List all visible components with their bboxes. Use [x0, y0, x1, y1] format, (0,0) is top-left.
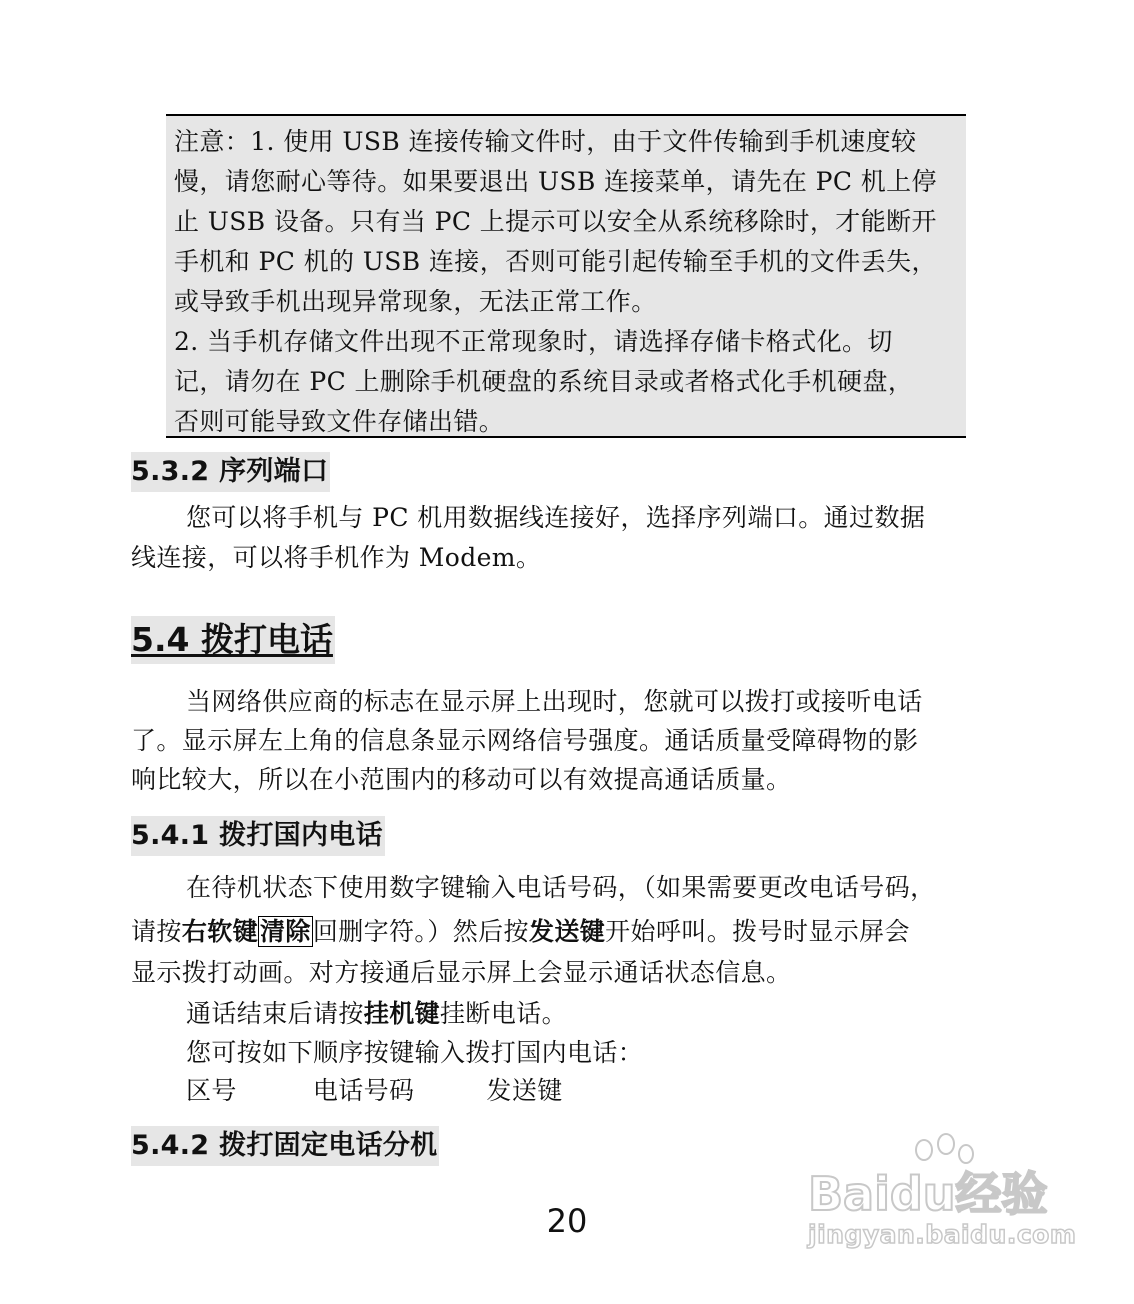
paragraph-line	[131, 914, 910, 950]
text-run: 通话结束后请按	[186, 999, 364, 1028]
clear-key-label: 清除	[260, 917, 311, 946]
sequence-send-key: 发送键	[486, 1076, 563, 1105]
right-softkey-label: 右软键	[181, 917, 259, 946]
sequence-phone-number: 电话号码	[312, 1076, 415, 1105]
paragraph-line	[186, 996, 567, 1032]
paragraph-line: 线连接，可以将手机作为 Modem。	[131, 543, 542, 572]
watermark-url: jingyan.baidu.com	[808, 1220, 1077, 1249]
text-run: 开始呼叫。拨号时显示屏会	[605, 917, 910, 946]
watermark	[806, 1140, 1077, 1260]
send-key-label: 发送键	[528, 917, 606, 946]
paragraph-line: 显示拨打动画。对方接通后显示屏上会显示通话状态信息。	[131, 958, 792, 987]
paragraph-line: 在待机状态下使用数字键输入电话号码，（如果需要更改电话号码，	[186, 873, 936, 902]
note-line: 记，请勿在 PC 上删除手机硬盘的系统目录或者格式化手机硬盘，	[174, 367, 914, 396]
sequence-area-code: 区号	[186, 1076, 237, 1105]
paragraph-line: 当网络供应商的标志在显示屏上出现时，您就可以拨打或接听电话	[186, 687, 923, 716]
text-run: 挂断电话。	[440, 999, 568, 1028]
paragraph-line: 您可以将手机与 PC 机用数据线连接好，选择序列端口。通过数据	[186, 503, 926, 532]
note-line: 手机和 PC 机的 USB 连接，否则可能引起传输至手机的文件丢失，	[174, 247, 937, 276]
text-run: 回删字符。）然后按	[312, 917, 529, 946]
heading-5-4-1: 5.4.1 拨打国内电话	[131, 816, 385, 856]
end-key-label: 挂机键	[363, 999, 441, 1028]
page-number: 20	[546, 1202, 588, 1240]
paragraph-line: 了。显示屏左上角的信息条显示网络信号强度。通话质量受障碍物的影	[131, 726, 919, 755]
paragraph-line: 您可按如下顺序按键输入拨打国内电话：	[186, 1038, 644, 1067]
key-sequence	[186, 1073, 563, 1109]
note-line: 否则可能导致文件存储出错。	[174, 407, 505, 436]
note-line: 慢，请您耐心等待。如果要退出 USB 连接菜单，请先在 PC 机上停	[174, 167, 937, 196]
note-line: 或导致手机出现异常现象，无法正常工作。	[174, 287, 657, 316]
note-line: 注意：1. 使用 USB 连接传输文件时，由于文件传输到手机速度较	[174, 127, 917, 156]
note-line: 止 USB 设备。只有当 PC 上提示可以安全从系统移除时，才能断开	[174, 207, 937, 236]
text-run: 请按	[131, 917, 182, 946]
heading-5-3-2: 5.3.2 序列端口	[131, 452, 330, 492]
heading-5-4-2: 5.4.2 拨打固定电话分机	[131, 1126, 439, 1166]
heading-5-4: 5.4 拨打电话	[131, 616, 335, 664]
note-box	[166, 114, 966, 438]
note-line: 2. 当手机存储文件出现不正常现象时，请选择存储卡格式化。切	[174, 327, 893, 356]
paragraph-line: 响比较大，所以在小范围内的移动可以有效提高通话质量。	[131, 765, 792, 794]
watermark-logo: Baidu经验	[808, 1167, 1048, 1221]
